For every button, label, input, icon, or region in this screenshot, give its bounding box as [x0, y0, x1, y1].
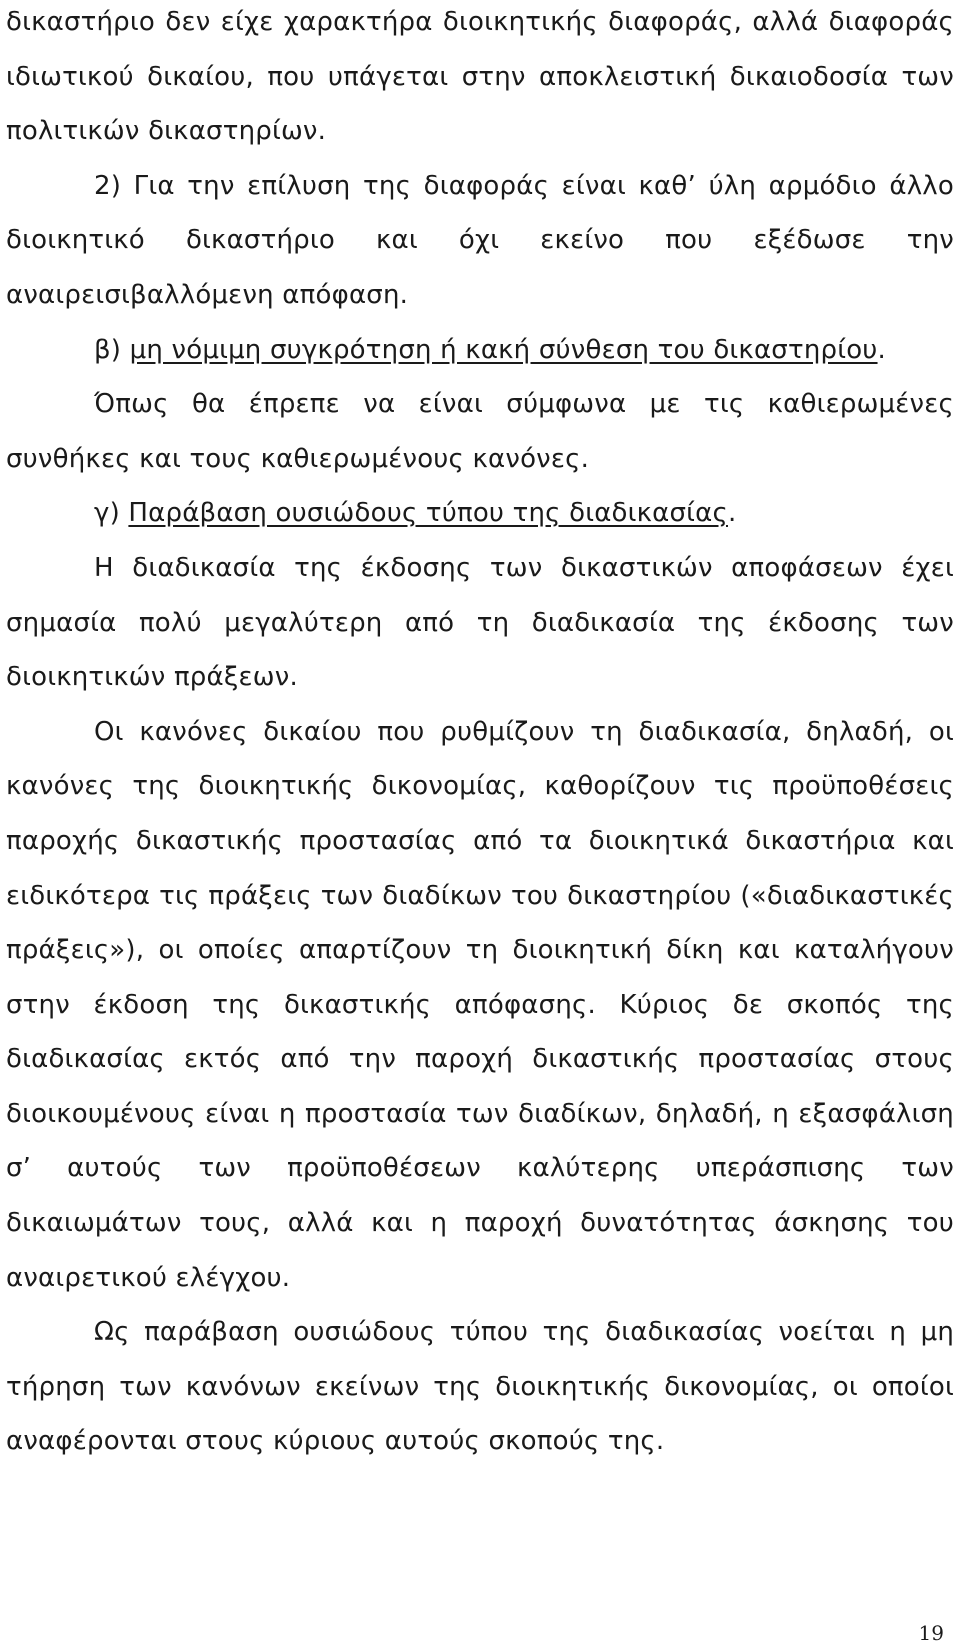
- paragraph-text: δικαστήριο δεν είχε χαρακτήρα διοικητικής διαφοράς, αλλά διαφοράς ιδιωτικού δικαίου, που υπάγεται στην αποκλειστική δικαιοδοσία των πολιτικών δικαστηρίων.: [6, 7, 954, 147]
- paragraph-rules: [6, 705, 954, 1306]
- paragraph-text: Όπως θα έπρεπε να είναι σύμφωνα με τις καθιερωμένες συνθήκες και τους καθιερωμένους κανόνες.: [6, 389, 954, 474]
- heading-point-c: [6, 486, 954, 541]
- underlined-heading: μη νόμιμη συγκρότηση ή κακή σύνθεση του δικαστηρίου: [129, 334, 878, 365]
- paragraph-text: Η διαδικασία της έκδοσης των δικαστικών αποφάσεων έχει σημασία πολύ μεγαλύτερη από τη διαδικασία της έκδοσης των διοικητικών πράξεων.: [6, 552, 954, 693]
- underlined-heading: Παράβαση ουσιώδους τύπου της διαδικασίας: [128, 498, 728, 529]
- paragraph-point-b-body: [6, 377, 954, 486]
- point-marker: γ): [94, 498, 129, 529]
- paragraph-text: 2) Για την επίλυση της διαφοράς είναι καθ’ ύλη αρμόδιο άλλο διοικητικό δικαστήριο και όχι εκείνο που εξέδωσε την αναιρεισιβαλλόμενη απόφαση.: [6, 170, 954, 310]
- paragraph-text: Ως παράβαση ουσιώδους τύπου της διαδικασίας νοείται η μη τήρηση των κανόνων εκείνων της διοικητικής δικονομίας, οι οποίοι αναφέρονται στους κύριους αυτούς σκοπούς της.: [6, 1317, 954, 1457]
- paragraph-definition: [6, 1305, 954, 1469]
- point-marker: β): [94, 334, 130, 365]
- heading-point-b: [6, 323, 954, 378]
- body-text: [6, 0, 954, 1469]
- paragraph-text: Οι κανόνες δικαίου που ρυθμίζουν τη διαδικασία, δηλαδή, οι κανόνες της διοικητικής δικονομίας, καθορίζουν τις προϋποθέσεις παροχής δικαστικής προστασίας από τα διοικητικά δικαστήρια και ειδικότερα τις πράξεις των διαδίκων του δικαστηρίου («διαδικαστικές πράξεις»), οι οποίες απαρτίζουν τη διοικητική δίκη και καταλήγουν στην έκδοση της δικαστικής απόφασης. Κύριος δε σκοπός της διαδικασίας εκτός από την παροχή δικαστικής προστασίας στους διοικουμένους είναι η προστασία των διαδίκων, δηλαδή, η εξασφάλιση σ’ αυτούς των προϋποθέσεων καλύτερης υπεράσπισης των δικαιωμάτων τους, αλλά και η παροχή δυνατότητας άσκησης του αναιρετικού ελέγχου.: [6, 716, 954, 1293]
- heading-punctuation: .: [877, 334, 887, 365]
- paragraph-point-2: [6, 159, 954, 323]
- paragraph-continuation: [6, 0, 954, 159]
- paragraph-point-c-body: [6, 541, 954, 705]
- page-number: 19: [918, 1621, 944, 1645]
- heading-punctuation: .: [727, 498, 737, 529]
